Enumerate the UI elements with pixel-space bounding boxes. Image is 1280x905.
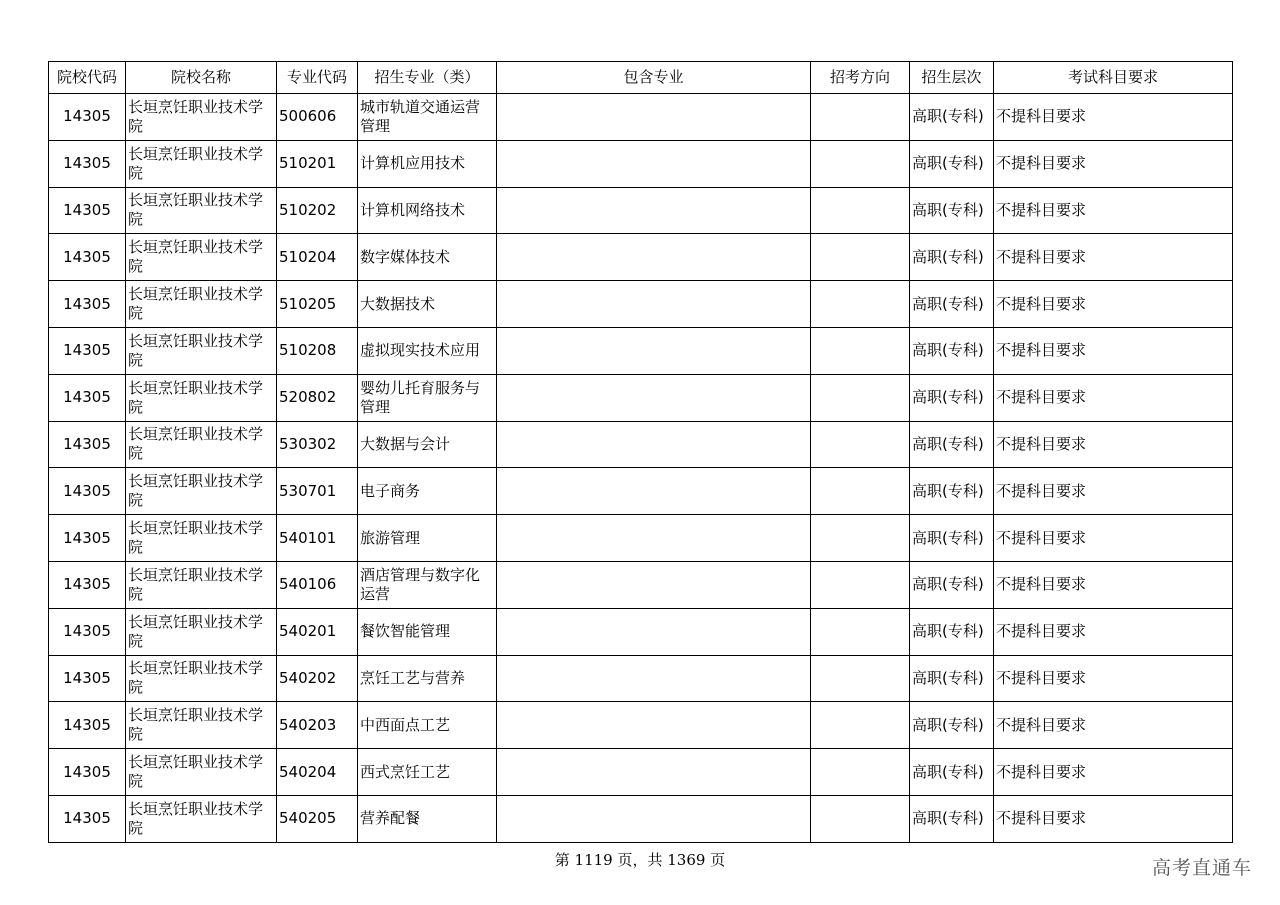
cell-major: 餐饮智能管理: [358, 608, 497, 655]
cell-requirement: 不提科目要求: [994, 515, 1233, 562]
cell-school-code: 14305: [49, 374, 126, 421]
cell-requirement: 不提科目要求: [994, 702, 1233, 749]
cell-school-name: 长垣烹饪职业技术学院: [126, 94, 277, 141]
cell-direction: [811, 234, 910, 281]
cell-school-name: 长垣烹饪职业技术学院: [126, 468, 277, 515]
cell-school-code: 14305: [49, 749, 126, 796]
cell-major-code: 520802: [277, 374, 358, 421]
cell-level: 高职(专科): [910, 374, 994, 421]
cell-requirement: 不提科目要求: [994, 421, 1233, 468]
cell-direction: [811, 421, 910, 468]
cell-level: 高职(专科): [910, 187, 994, 234]
cell-school-name: 长垣烹饪职业技术学院: [126, 515, 277, 562]
cell-school-name: 长垣烹饪职业技术学院: [126, 749, 277, 796]
cell-major-code: 510205: [277, 281, 358, 328]
cell-direction: [811, 561, 910, 608]
page-number: 第 1119 页，共 1369 页: [554, 851, 726, 869]
cell-included-majors: [497, 795, 811, 842]
header-school-code: 院校代码: [49, 62, 126, 94]
cell-requirement: 不提科目要求: [994, 234, 1233, 281]
cell-school-name: 长垣烹饪职业技术学院: [126, 234, 277, 281]
cell-major-code: 540205: [277, 795, 358, 842]
table-row: [49, 795, 1233, 842]
cell-included-majors: [497, 327, 811, 374]
cell-level: 高职(专科): [910, 327, 994, 374]
cell-requirement: 不提科目要求: [994, 655, 1233, 702]
cell-school-code: 14305: [49, 468, 126, 515]
cell-included-majors: [497, 421, 811, 468]
cell-major: 计算机网络技术: [358, 187, 497, 234]
cell-school-code: 14305: [49, 281, 126, 328]
cell-included-majors: [497, 655, 811, 702]
table-row: [49, 421, 1233, 468]
header-major: 招生专业（类）: [358, 62, 497, 94]
cell-major: 营养配餐: [358, 795, 497, 842]
cell-direction: [811, 749, 910, 796]
cell-school-code: 14305: [49, 795, 126, 842]
header-included-majors: 包含专业: [497, 62, 811, 94]
cell-school-code: 14305: [49, 187, 126, 234]
cell-school-code: 14305: [49, 140, 126, 187]
cell-major: 大数据与会计: [358, 421, 497, 468]
cell-school-code: 14305: [49, 421, 126, 468]
cell-school-name: 长垣烹饪职业技术学院: [126, 421, 277, 468]
cell-requirement: 不提科目要求: [994, 187, 1233, 234]
cell-requirement: 不提科目要求: [994, 374, 1233, 421]
cell-major-code: 510204: [277, 234, 358, 281]
cell-major-code: 540201: [277, 608, 358, 655]
table-row: [49, 749, 1233, 796]
cell-major: 虚拟现实技术应用: [358, 327, 497, 374]
cell-level: 高职(专科): [910, 140, 994, 187]
cell-school-code: 14305: [49, 94, 126, 141]
cell-requirement: 不提科目要求: [994, 795, 1233, 842]
cell-major-code: 510208: [277, 327, 358, 374]
cell-major-code: 510202: [277, 187, 358, 234]
header-direction: 招考方向: [811, 62, 910, 94]
cell-school-code: 14305: [49, 327, 126, 374]
cell-major-code: 500606: [277, 94, 358, 141]
cell-included-majors: [497, 702, 811, 749]
cell-requirement: 不提科目要求: [994, 140, 1233, 187]
cell-major: 旅游管理: [358, 515, 497, 562]
cell-direction: [811, 702, 910, 749]
cell-requirement: 不提科目要求: [994, 327, 1233, 374]
cell-direction: [811, 281, 910, 328]
table-row: [49, 327, 1233, 374]
cell-included-majors: [497, 234, 811, 281]
cell-school-name: 长垣烹饪职业技术学院: [126, 702, 277, 749]
cell-school-code: 14305: [49, 608, 126, 655]
cell-school-name: 长垣烹饪职业技术学院: [126, 561, 277, 608]
cell-level: 高职(专科): [910, 702, 994, 749]
cell-included-majors: [497, 608, 811, 655]
cell-included-majors: [497, 281, 811, 328]
cell-level: 高职(专科): [910, 608, 994, 655]
cell-major-code: 540203: [277, 702, 358, 749]
cell-direction: [811, 515, 910, 562]
cell-major: 数字媒体技术: [358, 234, 497, 281]
cell-direction: [811, 327, 910, 374]
cell-major-code: 510201: [277, 140, 358, 187]
table-row: [49, 234, 1233, 281]
cell-major-code: 540106: [277, 561, 358, 608]
table-row: [49, 561, 1233, 608]
cell-included-majors: [497, 561, 811, 608]
cell-major: 城市轨道交通运营管理: [358, 94, 497, 141]
cell-major-code: 540204: [277, 749, 358, 796]
cell-school-name: 长垣烹饪职业技术学院: [126, 140, 277, 187]
table-row: [49, 281, 1233, 328]
cell-school-code: 14305: [49, 234, 126, 281]
table-row: [49, 515, 1233, 562]
cell-school-code: 14305: [49, 655, 126, 702]
cell-level: 高职(专科): [910, 515, 994, 562]
cell-school-name: 长垣烹饪职业技术学院: [126, 281, 277, 328]
table-row: [49, 608, 1233, 655]
cell-level: 高职(专科): [910, 561, 994, 608]
cell-school-name: 长垣烹饪职业技术学院: [126, 608, 277, 655]
cell-school-name: 长垣烹饪职业技术学院: [126, 795, 277, 842]
cell-level: 高职(专科): [910, 281, 994, 328]
cell-direction: [811, 795, 910, 842]
cell-direction: [811, 140, 910, 187]
cell-included-majors: [497, 749, 811, 796]
cell-direction: [811, 374, 910, 421]
cell-direction: [811, 468, 910, 515]
cell-school-name: 长垣烹饪职业技术学院: [126, 374, 277, 421]
cell-major-code: 540202: [277, 655, 358, 702]
cell-direction: [811, 655, 910, 702]
header-school-name: 院校名称: [126, 62, 277, 94]
cell-requirement: 不提科目要求: [994, 608, 1233, 655]
cell-school-name: 长垣烹饪职业技术学院: [126, 327, 277, 374]
cell-level: 高职(专科): [910, 795, 994, 842]
header-level: 招生层次: [910, 62, 994, 94]
cell-direction: [811, 94, 910, 141]
cell-level: 高职(专科): [910, 468, 994, 515]
cell-major: 大数据技术: [358, 281, 497, 328]
cell-school-code: 14305: [49, 561, 126, 608]
cell-major: 婴幼儿托育服务与管理: [358, 374, 497, 421]
cell-level: 高职(专科): [910, 749, 994, 796]
table-row: [49, 94, 1233, 141]
cell-school-name: 长垣烹饪职业技术学院: [126, 655, 277, 702]
cell-level: 高职(专科): [910, 94, 994, 141]
cell-included-majors: [497, 94, 811, 141]
cell-major: 电子商务: [358, 468, 497, 515]
admissions-table: [48, 61, 1233, 843]
cell-level: 高职(专科): [910, 421, 994, 468]
cell-requirement: 不提科目要求: [994, 468, 1233, 515]
table-row: [49, 187, 1233, 234]
cell-major: 烹饪工艺与营养: [358, 655, 497, 702]
cell-school-code: 14305: [49, 702, 126, 749]
cell-direction: [811, 608, 910, 655]
cell-major: 计算机应用技术: [358, 140, 497, 187]
table-row: [49, 374, 1233, 421]
cell-major: 酒店管理与数字化运营: [358, 561, 497, 608]
table-row: [49, 468, 1233, 515]
header-row: [49, 62, 1233, 94]
cell-requirement: 不提科目要求: [994, 749, 1233, 796]
cell-major: 西式烹饪工艺: [358, 749, 497, 796]
cell-requirement: 不提科目要求: [994, 561, 1233, 608]
cell-school-name: 长垣烹饪职业技术学院: [126, 187, 277, 234]
cell-major-code: 530302: [277, 421, 358, 468]
cell-direction: [811, 187, 910, 234]
header-requirement: 考试科目要求: [994, 62, 1233, 94]
table-row: [49, 140, 1233, 187]
cell-requirement: 不提科目要求: [994, 281, 1233, 328]
cell-school-code: 14305: [49, 515, 126, 562]
cell-major-code: 530701: [277, 468, 358, 515]
table-row: [49, 655, 1233, 702]
cell-major: 中西面点工艺: [358, 702, 497, 749]
table-row: [49, 702, 1233, 749]
table-body: [49, 94, 1233, 843]
cell-included-majors: [497, 468, 811, 515]
cell-included-majors: [497, 515, 811, 562]
cell-included-majors: [497, 374, 811, 421]
cell-level: 高职(专科): [910, 234, 994, 281]
header-major-code: 专业代码: [277, 62, 358, 94]
cell-major-code: 540101: [277, 515, 358, 562]
cell-requirement: 不提科目要求: [994, 94, 1233, 141]
watermark: 高考直通车: [1151, 857, 1252, 879]
cell-included-majors: [497, 140, 811, 187]
cell-level: 高职(专科): [910, 655, 994, 702]
cell-included-majors: [497, 187, 811, 234]
